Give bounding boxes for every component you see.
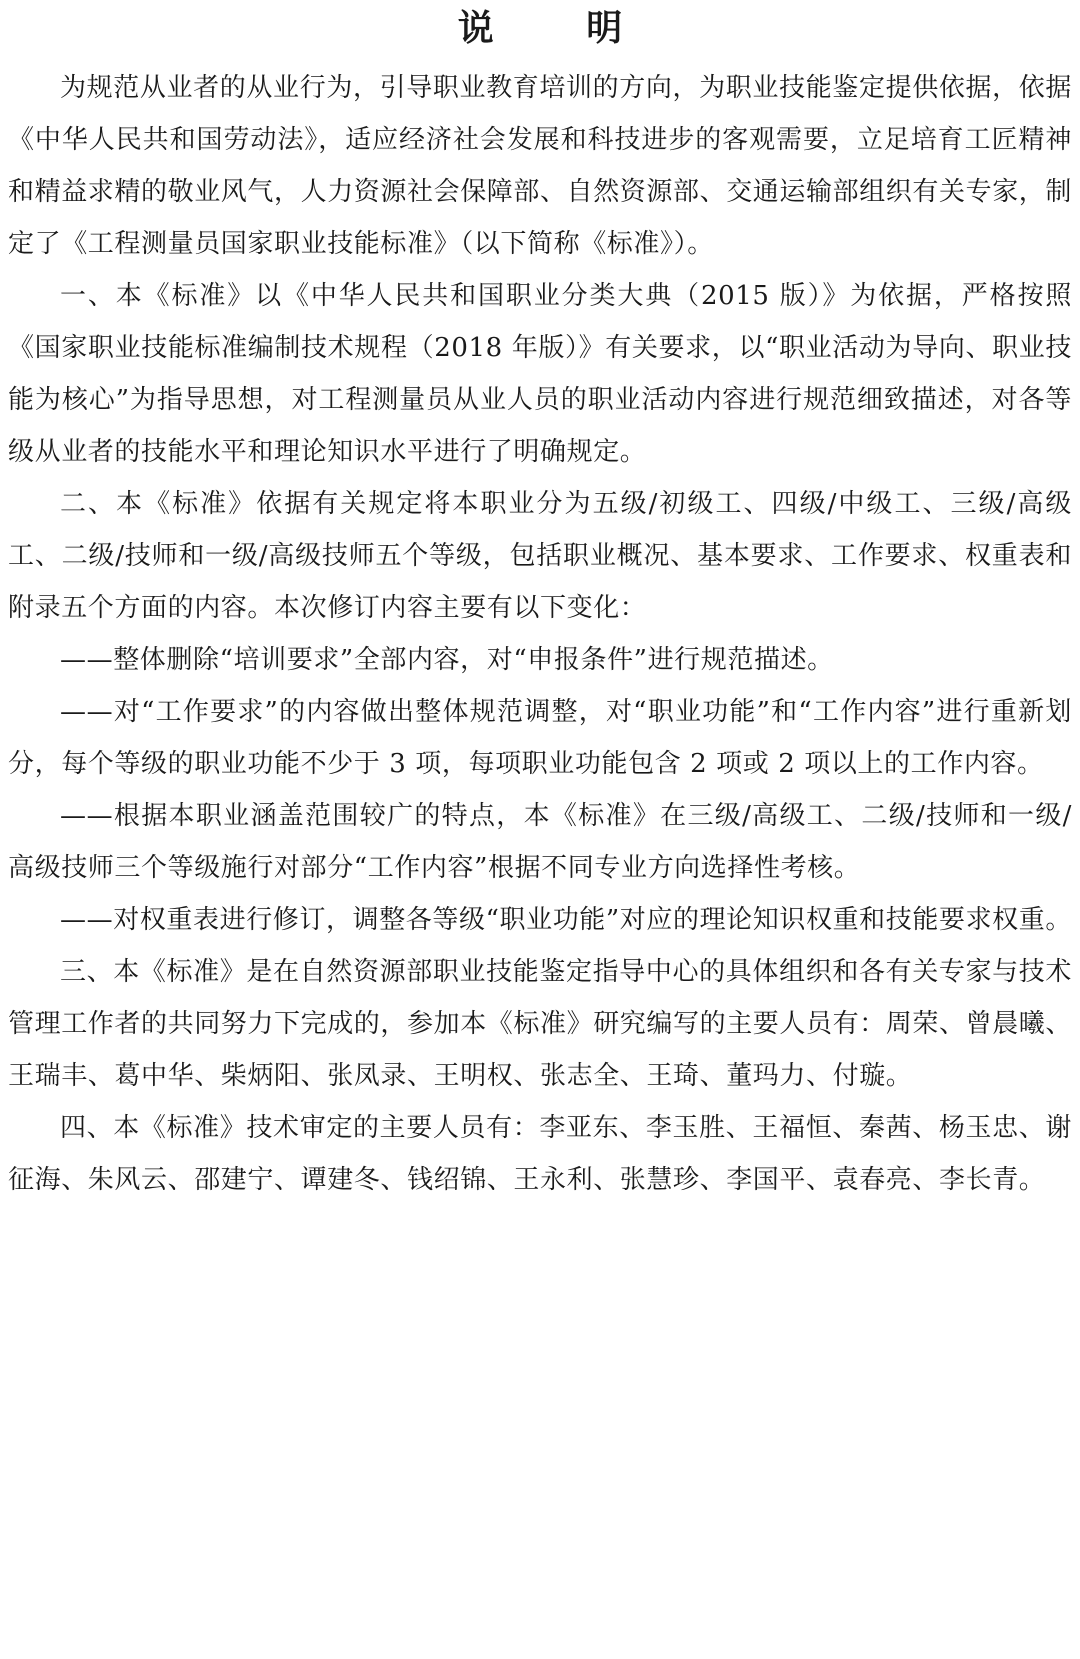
paragraph-section-3: 三、本《标准》是在自然资源部职业技能鉴定指导中心的具体组织和各有关专家与技术管理工作者的共同努力下完成的，参加本《标准》研究编写的主要人员有：周荣、曾晨曦、王瑞丰、葛中华、柴炳阳、张凤录、王明权、张志全、王琦、董玛力、付璇。 — [8, 957, 1073, 1091]
document-body — [8, 62, 1072, 1206]
paragraph-section-2: 二、本《标准》依据有关规定将本职业分为五级/初级工、四级/中级工、三级/高级工、二级/技师和一级/高级技师五个等级，包括职业概况、基本要求、工作要求、权重表和附录五个方面的内容。本次修订内容主要有以下变化： — [8, 489, 1072, 623]
page-title: 说 明 — [457, 8, 663, 49]
paragraph-section-1: 一、本《标准》以《中华人民共和国职业分类大典（2015 版）》为依据，严格按照《国家职业技能标准编制技术规程（2018 年版）》有关要求，以“职业活动为导向、职业技能为核心”为指导思想，对工程测量员从业人员的职业活动内容进行规范细致描述，对各等级从业者的技能水平和理论知识水平进行了明确规定。 — [8, 281, 1072, 467]
paragraph-change-2: ——对“工作要求”的内容做出整体规范调整，对“职业功能”和“工作内容”进行重新划分，每个等级的职业功能不少于 3 项，每项职业功能包含 2 项或 2 项以上的工作内容。 — [8, 697, 1072, 779]
paragraph-change-1: ——整体删除“培训要求”全部内容，对“申报条件”进行规范描述。 — [60, 645, 834, 675]
paragraph-change-4: ——对权重表进行修订，调整各等级“职业功能”对应的理论知识权重和技能要求权重。 — [60, 905, 1072, 935]
paragraph-section-4: 四、本《标准》技术审定的主要人员有：李亚东、李玉胜、王福恒、秦茜、杨玉忠、谢征海、朱风云、邵建宁、谭建冬、钱绍锦、王永利、张慧珍、李国平、袁春亮、李长青。 — [8, 1113, 1072, 1195]
paragraph-intro: 为规范从业者的从业行为，引导职业教育培训的方向，为职业技能鉴定提供依据，依据《中华人民共和国劳动法》，适应经济社会发展和科技进步的客观需要，立足培育工匠精神和精益求精的敬业风气，人力资源社会保障部、自然资源部、交通运输部组织有关专家，制定了《工程测量员国家职业技能标准》（以下简称《标准》）。 — [8, 73, 1073, 259]
paragraph-change-3: ——根据本职业涵盖范围较广的特点，本《标准》在三级/高级工、二级/技师和一级/高级技师三个等级施行对部分“工作内容”根据不同专业方向选择性考核。 — [8, 801, 1072, 883]
